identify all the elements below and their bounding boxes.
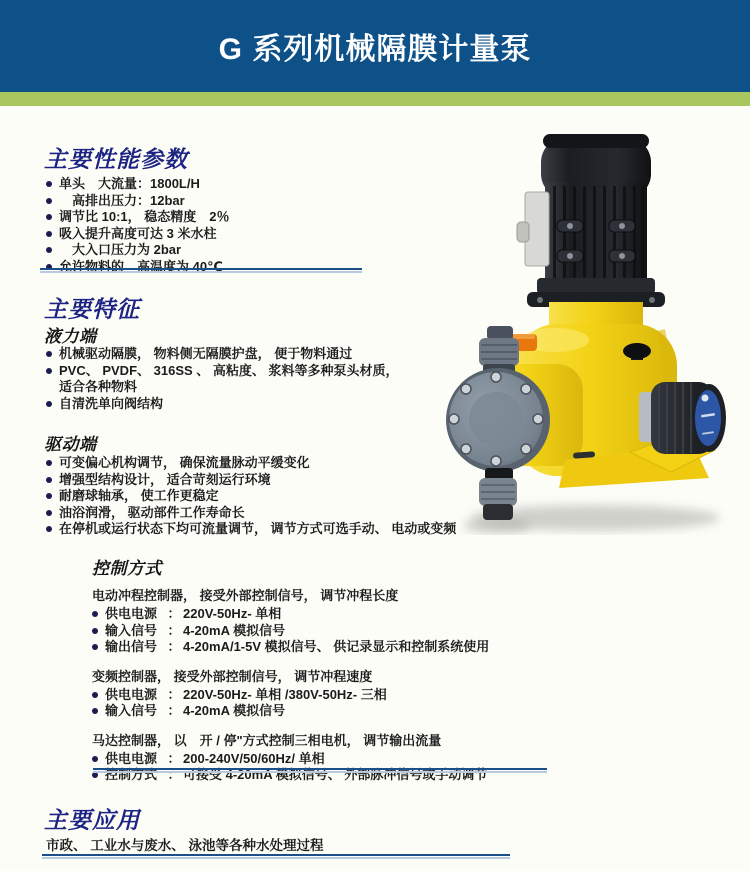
- list-item-text: 耐磨球轴承， 使工作更稳定: [59, 488, 219, 503]
- control-section: [92, 554, 677, 796]
- page-title: G 系列机械隔膜计量泵: [218, 33, 532, 66]
- list-item-text: 机械驱动隔膜， 物料侧无隔膜护盘， 便于物料通过: [59, 346, 353, 361]
- spec-value: 220V-50Hz- 单相: [183, 606, 282, 621]
- bullet-icon: [46, 214, 52, 220]
- colon-separator: ：: [167, 622, 181, 638]
- bullet-icon: [46, 231, 52, 237]
- list-item: [92, 751, 677, 768]
- spec-label: 供电电源: [105, 606, 158, 621]
- list-item: [46, 226, 446, 243]
- list-item-text: 在停机或运行状态下均可流量调节， 调节方式可选手动、 电动或变频: [59, 521, 457, 536]
- list-item-text: 允许物料的 高温度为 40℃: [59, 258, 223, 274]
- list-item-text: 吸入提升高度可达 3 米水柱: [59, 225, 217, 241]
- motor: [517, 134, 665, 307]
- list-item: [46, 505, 626, 522]
- bullet-icon: [92, 628, 98, 634]
- bullet-icon: [46, 198, 52, 204]
- list-item: [46, 472, 626, 489]
- colon-separator: ：: [167, 639, 181, 654]
- bullet-icon: [92, 756, 98, 762]
- drive-list: [46, 455, 626, 538]
- spec-value: 4-20mA 模拟信号: [183, 703, 286, 718]
- spec-label: 控制方式: [105, 767, 158, 782]
- section-heading-applications: 主要应用: [44, 807, 140, 833]
- list-item-text: 增强型结构设计， 适合苛刻运行环境: [59, 471, 271, 487]
- control-group-motor: [92, 732, 677, 784]
- colon-separator: ：: [167, 606, 181, 621]
- green-stripe: [0, 92, 750, 106]
- section-heading-performance: 主要性能参数: [44, 146, 188, 172]
- bullet-icon: [46, 401, 52, 407]
- bullet-icon: [46, 526, 52, 532]
- bullet-icon: [46, 181, 52, 187]
- spec-label: 输入信号: [105, 622, 158, 638]
- control-group-intro: 电动冲程控制器， 接受外部控制信号， 调节冲程长度: [92, 588, 399, 603]
- control-group-intro: 变频控制器， 接受外部控制信号， 调节冲程速度: [92, 668, 373, 684]
- list-item: [46, 176, 446, 193]
- bullet-icon: [92, 692, 98, 698]
- list-item: [92, 623, 677, 640]
- list-item: [92, 687, 677, 704]
- list-item: [46, 488, 626, 505]
- control-group-stroke: [92, 587, 677, 656]
- spec-value: 4-20mA 模拟信号: [183, 622, 286, 638]
- list-item-text: 可变偏心机构调节， 确保流量脉动平缓变化: [59, 455, 310, 470]
- control-list: [92, 751, 677, 784]
- section-heading-features: 主要特征: [44, 296, 140, 322]
- subheading-drive-end: 驱动端: [44, 435, 97, 454]
- bullet-icon: [46, 493, 52, 499]
- list-item-text: PVC、 PVDF、 316SS 、 高粘度、 浆料等多种泵头材质， 适合各种物料: [59, 362, 399, 394]
- applications-text: 市政、 工业水与废水、 泳池等各种水处理过程: [46, 838, 324, 853]
- list-item-text: 调节比 10:1， 稳态精度 2％: [59, 209, 230, 224]
- bullet-icon: [92, 708, 98, 714]
- list-item: [46, 346, 402, 363]
- list-item: [92, 606, 677, 623]
- bullet-icon: [92, 644, 98, 650]
- list-item-text: 油浴润滑， 驱动部件工作寿命长: [59, 504, 245, 520]
- subheading-hydraulic-end: 液力端: [44, 327, 97, 346]
- spec-label: 供电电源: [105, 750, 158, 766]
- list-item: [92, 639, 677, 656]
- stroke-adjustment-knob: [639, 382, 726, 454]
- spec-label: 输出信号: [105, 639, 158, 654]
- section-divider: [40, 268, 362, 273]
- bullet-icon: [46, 351, 52, 357]
- spec-label: 供电电源: [105, 686, 158, 702]
- colon-separator: ：: [167, 750, 181, 766]
- performance-list: [46, 176, 446, 275]
- bullet-icon: [46, 477, 52, 483]
- spec-value: 220V-50Hz- 单相 /380V-50Hz- 三相: [183, 686, 387, 702]
- list-item-text: 自清洗单向阀结构: [59, 395, 164, 411]
- list-item: [46, 363, 402, 396]
- list-item: [46, 455, 626, 472]
- list-item: [46, 521, 626, 538]
- colon-separator: ：: [167, 703, 181, 718]
- bullet-icon: [46, 368, 52, 374]
- subheading-control-method: 控制方式: [92, 559, 162, 578]
- control-list: [92, 687, 677, 720]
- list-item: [46, 396, 402, 413]
- discharge-valve-fitting: [479, 326, 519, 374]
- list-item: [46, 193, 446, 210]
- control-group-frequency: [92, 668, 677, 720]
- spec-value: 可接受 4-20mA 模拟信号、 外部脉冲信号或手动调节: [183, 767, 488, 782]
- control-list: [92, 606, 677, 656]
- title-bar: [0, 0, 750, 92]
- section-divider: [93, 768, 547, 773]
- list-item-text: 高排出压力：12bar: [59, 192, 185, 208]
- list-item: [46, 209, 446, 226]
- bullet-icon: [46, 510, 52, 516]
- section-divider: [42, 854, 510, 859]
- spec-label: 输入信号: [105, 703, 158, 718]
- spec-value: 200-240V/50/60Hz/ 单相: [183, 750, 325, 766]
- spec-value: 4-20mA/1-5V 模拟信号、 供记录显示和控制系统使用: [183, 639, 490, 654]
- control-group-intro: 马达控制器， 以 开 / 停"方式控制三相电机， 调节输出流量: [92, 732, 442, 748]
- bullet-icon: [46, 247, 52, 253]
- list-item: [92, 703, 677, 720]
- colon-separator: ：: [167, 767, 181, 782]
- list-item: [46, 242, 446, 259]
- bullet-icon: [46, 460, 52, 466]
- hydraulic-list: [46, 346, 402, 412]
- list-item-text: 单头 大流量：1800L/H: [59, 176, 200, 191]
- colon-separator: ：: [167, 686, 181, 702]
- bullet-icon: [92, 611, 98, 617]
- list-item-text: 大入口压力为 2bar: [59, 242, 182, 257]
